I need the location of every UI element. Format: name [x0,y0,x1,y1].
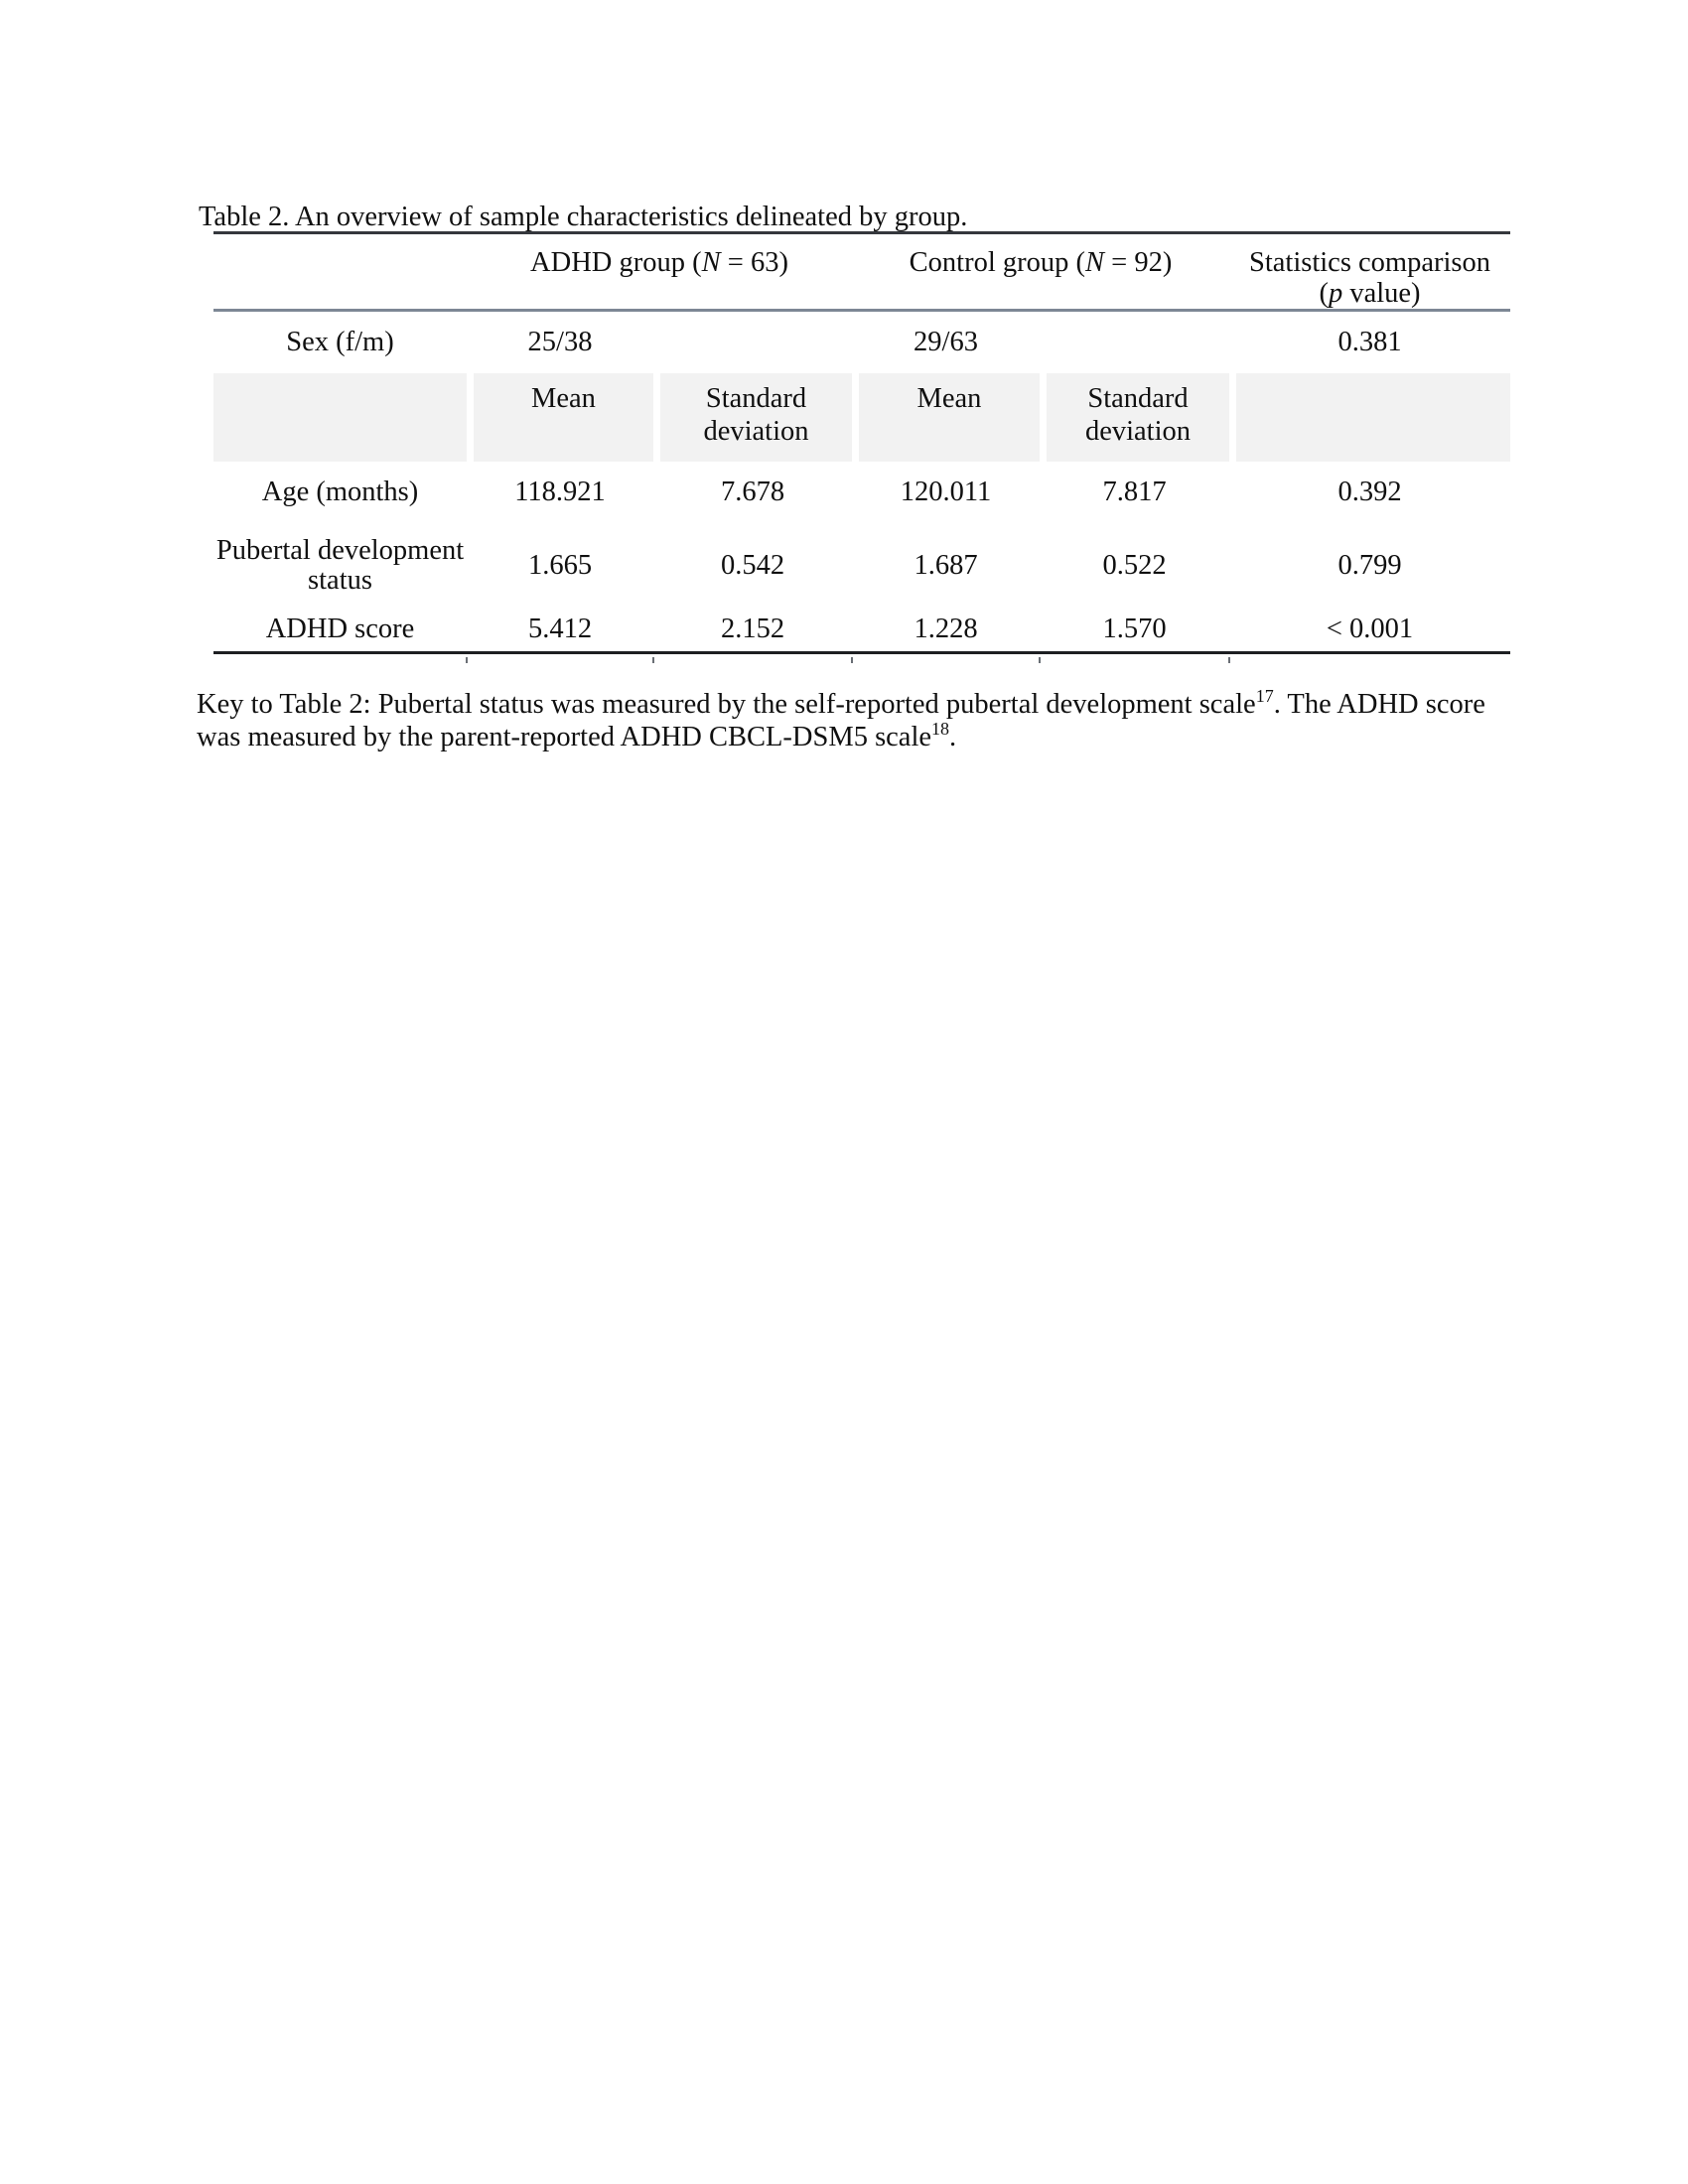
cell-adhdscore-control-mean: 1.228 [914,614,978,644]
row-label-sex: Sex (f/m) [286,327,394,357]
footnote-text-3: . [949,722,957,752]
cell-sex-adhd-sd [653,312,852,373]
header-empty-cell [213,234,467,309]
header-adhd-group [467,234,852,309]
header-control-group-text: Control group (N = 92) [909,247,1173,278]
table-row-age [213,462,1510,523]
header-statistics [1229,234,1510,309]
cell-adhdscore-control-sd: 1.570 [1102,614,1167,644]
subheader-control-mean: Mean [852,373,1040,462]
cell-sex-adhd: 25/38 [527,327,593,357]
cell-border-stub [466,657,468,663]
sample-characteristics-table [213,231,1510,654]
subheader-stats-cell [1229,373,1510,462]
subheader-empty-cell [213,373,467,462]
cell-pubertal-control-mean: 1.687 [914,549,978,581]
header-statistics-text: Statistics comparison (p value) [1248,247,1490,309]
cell-age-adhd-sd: 7.678 [720,477,785,507]
footnote-citation-17: 17 [1255,686,1274,706]
cell-sex-pvalue: 0.381 [1337,327,1402,357]
subheader-row [213,373,1510,462]
cell-border-stub [851,657,853,663]
table-row-adhd-score [213,608,1510,651]
cell-sex-control-sd [1040,312,1229,373]
cell-sex-control: 29/63 [914,327,978,357]
row-label-age: Age (months) [261,477,419,507]
subheader-adhd-sd: Standard deviation [653,373,852,462]
cell-age-control-mean: 120.011 [900,477,992,507]
subheader-control-sd: Standard deviation [1040,373,1229,462]
table-caption: Table 2. An overview of sample characteristics delineated by group. [199,202,968,232]
cell-pubertal-adhd-sd: 0.542 [720,549,785,581]
footnote-text-2: . The ADHD score was measured by the parent-reported ADHD CBCL-DSM5 scale [197,689,1485,752]
cell-border-stub [1039,657,1041,663]
group-header-row [213,234,1510,312]
row-label-pubertal: Pubertal development status [215,534,465,596]
footnote-citation-18: 18 [931,719,950,739]
cell-age-adhd-mean: 118.921 [514,477,606,507]
cell-border-stub [652,657,654,663]
cell-border-stub [1228,657,1230,663]
cell-pubertal-pvalue: 0.799 [1337,549,1402,581]
cell-age-pvalue: 0.392 [1337,477,1402,507]
header-adhd-group-text: ADHD group (N = 63) [530,247,788,278]
cell-pubertal-control-sd: 0.522 [1102,549,1167,581]
cell-adhdscore-pvalue: < 0.001 [1326,614,1414,644]
table-row-sex [213,312,1510,373]
table-key-footnote [197,688,1523,753]
table-row-pubertal [213,523,1510,608]
cell-pubertal-adhd-mean: 1.665 [527,549,593,581]
row-label-adhd-score: ADHD score [265,614,415,644]
subheader-adhd-mean: Mean [467,373,653,462]
cell-age-control-sd: 7.817 [1102,477,1167,507]
cell-adhdscore-adhd-sd: 2.152 [720,614,785,644]
cell-adhdscore-adhd-mean: 5.412 [527,614,593,644]
footnote-text-1: Key to Table 2: Pubertal status was measured by the self-reported pubertal development scale [197,689,1256,720]
header-control-group [852,234,1229,309]
